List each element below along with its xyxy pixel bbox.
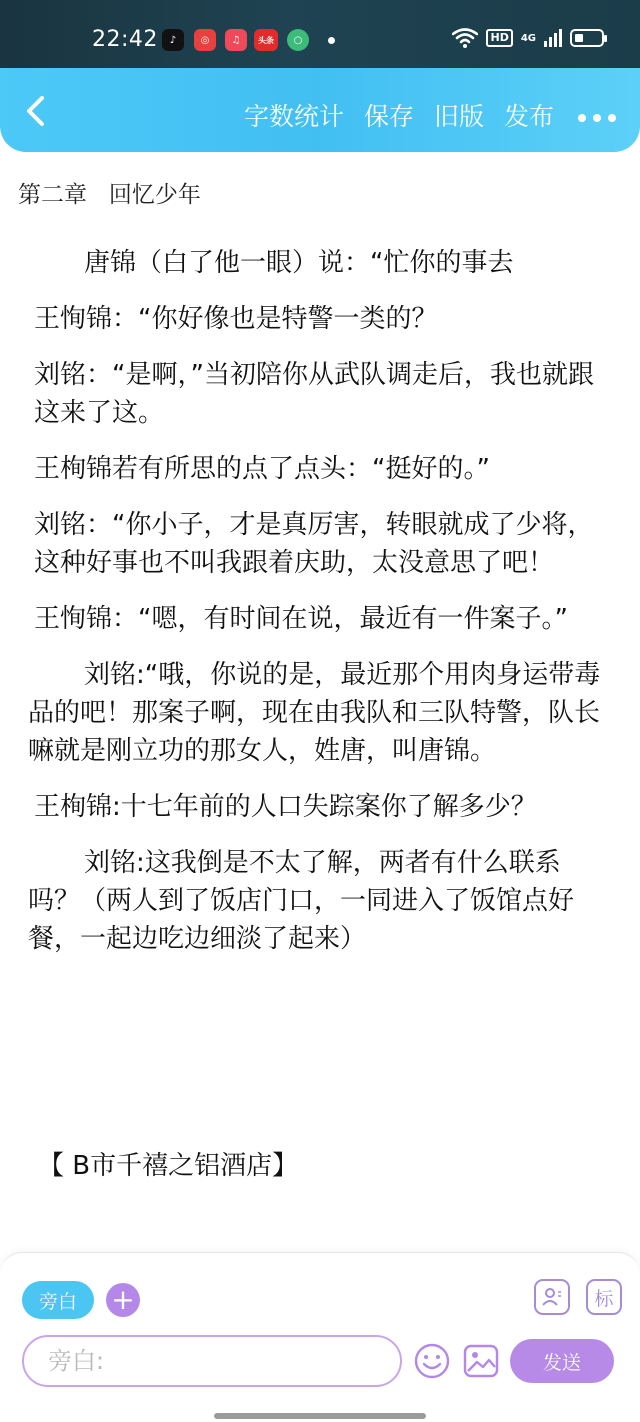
mark-button[interactable]: 标 (586, 1279, 622, 1315)
hd-badge: HD (486, 29, 512, 47)
wifi-icon (452, 28, 478, 48)
story-content (28, 244, 608, 976)
emoji-icon[interactable] (413, 1342, 451, 1380)
message-input[interactable] (24, 1337, 400, 1385)
back-arrow-icon[interactable] (22, 94, 52, 128)
status-bar (0, 0, 640, 68)
paragraph: 刘铭：“你小子，才是真厉害，转眼就成了少将，这种好事也不叫我跟着庆助，太没意思了吧！ (34, 510, 594, 578)
header-toolbar (244, 102, 554, 132)
music-icon: ♫ (225, 29, 247, 51)
save-button[interactable]: 保存 (363, 102, 414, 131)
app-red-icon: ◎ (194, 29, 216, 51)
home-indicator[interactable] (214, 1413, 426, 1419)
paragraph: 王栒锦若有所思的点了点头：“挺好的。” (34, 454, 490, 484)
message-input-wrapper (22, 1335, 402, 1387)
paragraph: 刘铭:这我倒是不太了解，两者有什么联系吗？（两人到了饭店门口，一同进入了饭馆点好餐，一起边吃边细淡了起来） (28, 848, 575, 954)
status-indicators (452, 28, 604, 48)
paragraph: 王栒锦:十七年前的人口失踪案你了解多少？ (34, 792, 537, 822)
scene-location: 【 B市千禧之铝酒店】 (38, 1151, 299, 1181)
paragraph: 王恂锦：“你好像也是特警一类的？ (34, 304, 438, 334)
send-button[interactable]: 发送 (510, 1339, 614, 1383)
publish-button[interactable]: 发布 (503, 102, 554, 131)
notification-dot-icon (328, 37, 335, 44)
editor-header (0, 68, 640, 152)
paragraph: 刘铭：“是啊，”当初陪你从武队调走后，我也就跟这来了这。 (34, 360, 594, 428)
add-role-button[interactable]: + (106, 1283, 140, 1317)
paragraph: 唐锦（白了他一眼）说：“忙你的事去 (84, 248, 514, 278)
tiktok-icon: ♪ (162, 29, 184, 51)
role-selector-button[interactable]: 旁白 (22, 1281, 94, 1319)
old-version-button[interactable]: 旧版 (433, 102, 484, 131)
green-app-icon: ○ (287, 29, 309, 51)
signal-icon (544, 29, 562, 47)
network-label: 4G (520, 32, 536, 44)
status-time: 22:42 (92, 27, 158, 52)
word-count-button[interactable]: 字数统计 (243, 102, 344, 131)
paragraph: 刘铭:“哦，你说的是，最近那个用肉身运带毒品的吧！那案子啊，现在由我队和三队特警，队长嘛就是刚立功的那女人，姓唐，叫唐锦。 (28, 660, 601, 766)
battery-icon (570, 29, 604, 47)
dialog-input-bar (0, 1252, 640, 1422)
user-card-icon-svg (540, 1285, 564, 1309)
chapter-title: 第二章 回忆少年 (18, 182, 201, 208)
user-card-icon[interactable] (534, 1279, 570, 1315)
toutiao-icon: 头条 (254, 29, 278, 51)
paragraph: 王恂锦：“嗯，有时间在说，最近有一件案子。” (34, 604, 568, 634)
more-options-icon[interactable] (578, 114, 616, 122)
image-icon[interactable] (463, 1343, 499, 1379)
